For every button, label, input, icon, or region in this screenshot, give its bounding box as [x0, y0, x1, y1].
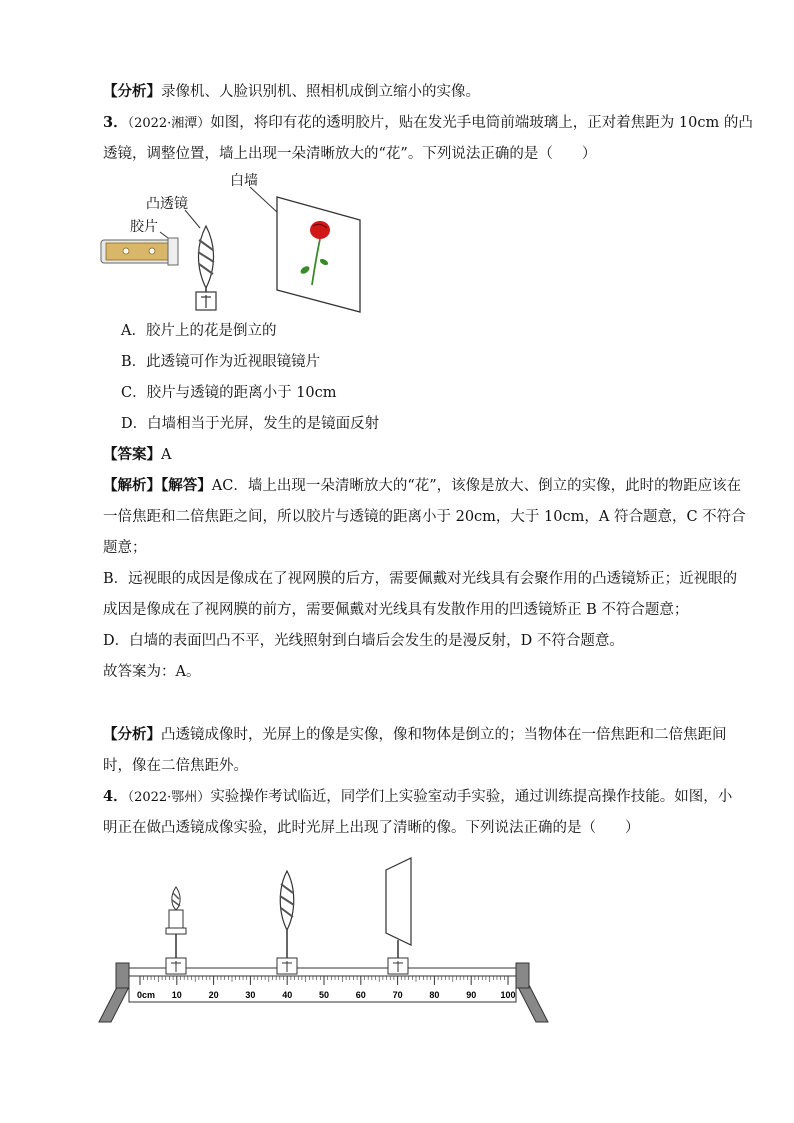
bench-right-leg: [517, 985, 548, 1022]
q3-stem-line-2: 透镜，调整位置，墙上出现一朵清晰放大的“花”。下列说法正确的是（ ）: [103, 146, 597, 162]
analysis-text: 凸透镜成像时，光屏上的像是实像，像和物体是倒立的；当物体在一倍焦距和二倍焦距间: [161, 727, 727, 743]
option-b: B．此透镜可作为近视眼镜镜片: [121, 354, 321, 370]
bench-right-end: [516, 963, 529, 988]
analysis-text: 录像机、人脸识别机、照相机成倒立缩小的实像。: [161, 84, 480, 100]
question-stem: 如图，将印有花的透明胶片，贴在发光手电筒前端玻璃上，正对着焦距为 10cm 的凸: [210, 115, 753, 131]
q3-analysis-line-2: 时，像在二倍焦距外。: [103, 758, 248, 774]
question-number: 4．: [103, 788, 128, 805]
solution-line-2: 一倍焦距和二倍焦距之间，所以胶片与透镜的距离小于 20cm，大于 10cm，A 符合题意，C 不符合: [103, 509, 746, 525]
option-a: A．胶片上的花是倒立的: [121, 323, 277, 339]
ruler-label: 0cm: [136, 990, 156, 1000]
ruler-label: 90: [466, 990, 477, 1000]
question-number: 3．: [103, 114, 128, 131]
analysis-tag: 【分析】: [103, 83, 161, 100]
solution-line-3: 题意；: [103, 540, 147, 556]
option-d: D．白墙相当于光屏，发生的是镜面反射: [121, 416, 380, 432]
solution-line-4: B．远视眼的成因是像成在了视网膜的后方，需要佩戴对光线具有会聚作用的凸透镜矫正；近视眼的: [103, 571, 738, 587]
solution-text: AC．墙上出现一朵清晰放大的“花”，该像是放大、倒立的实像，此时的物距应该在: [211, 478, 742, 494]
film-label: 胶片: [130, 219, 158, 235]
ruler-label: 50: [318, 990, 330, 1000]
bench-left-leg: [99, 985, 130, 1022]
ruler-label: 70: [392, 990, 403, 1000]
answer-tag: 【答案】: [103, 446, 161, 463]
bench-convex-lens: [277, 871, 297, 974]
lens-label: 凸透镜: [146, 196, 188, 212]
wall-label: 白墙: [230, 173, 258, 189]
question-stem: 实验操作考试临近，同学们上实验室动手实验，通过训练提高操作技能。如图，小: [210, 789, 733, 805]
ruler-label: 60: [355, 990, 366, 1000]
solution-line-7: 故答案为：A。: [103, 664, 201, 680]
answer-value: A: [161, 447, 172, 463]
light-screen: [386, 858, 411, 974]
ruler-label: 20: [208, 990, 219, 1000]
question-source: （2022·鄂州）: [127, 790, 211, 805]
option-c: C．胶片与透镜的距离小于 10cm: [121, 385, 337, 401]
solution-line-6: D．白墙的表面凹凸不平，光线照射到白墙后会发生的是漫反射，D 不符合题意。: [103, 633, 624, 649]
ruler-label: 30: [245, 990, 256, 1000]
bench-left-end: [116, 963, 129, 988]
analysis-tag: 【分析】: [103, 726, 161, 743]
ruler-label: 40: [282, 990, 293, 1000]
bench-rail: [129, 968, 516, 976]
solution-tag: 【解析】【解答】: [103, 477, 212, 494]
solution-line-5: 成因是像成在了视网膜的前方，需要佩戴对光线具有发散作用的凹透镜矫正 B 不符合题意；: [103, 602, 689, 618]
ruler-label: 10: [171, 990, 182, 1000]
ruler-label: 100: [500, 990, 516, 1000]
ruler-label: 80: [429, 990, 440, 1000]
candle: [166, 887, 186, 974]
question-source: （2022·湘潭）: [127, 116, 211, 131]
q4-stem-line-2: 明正在做凸透镜成像实验，此时光屏上出现了清晰的像。下列说法正确的是（ ）: [103, 820, 640, 836]
